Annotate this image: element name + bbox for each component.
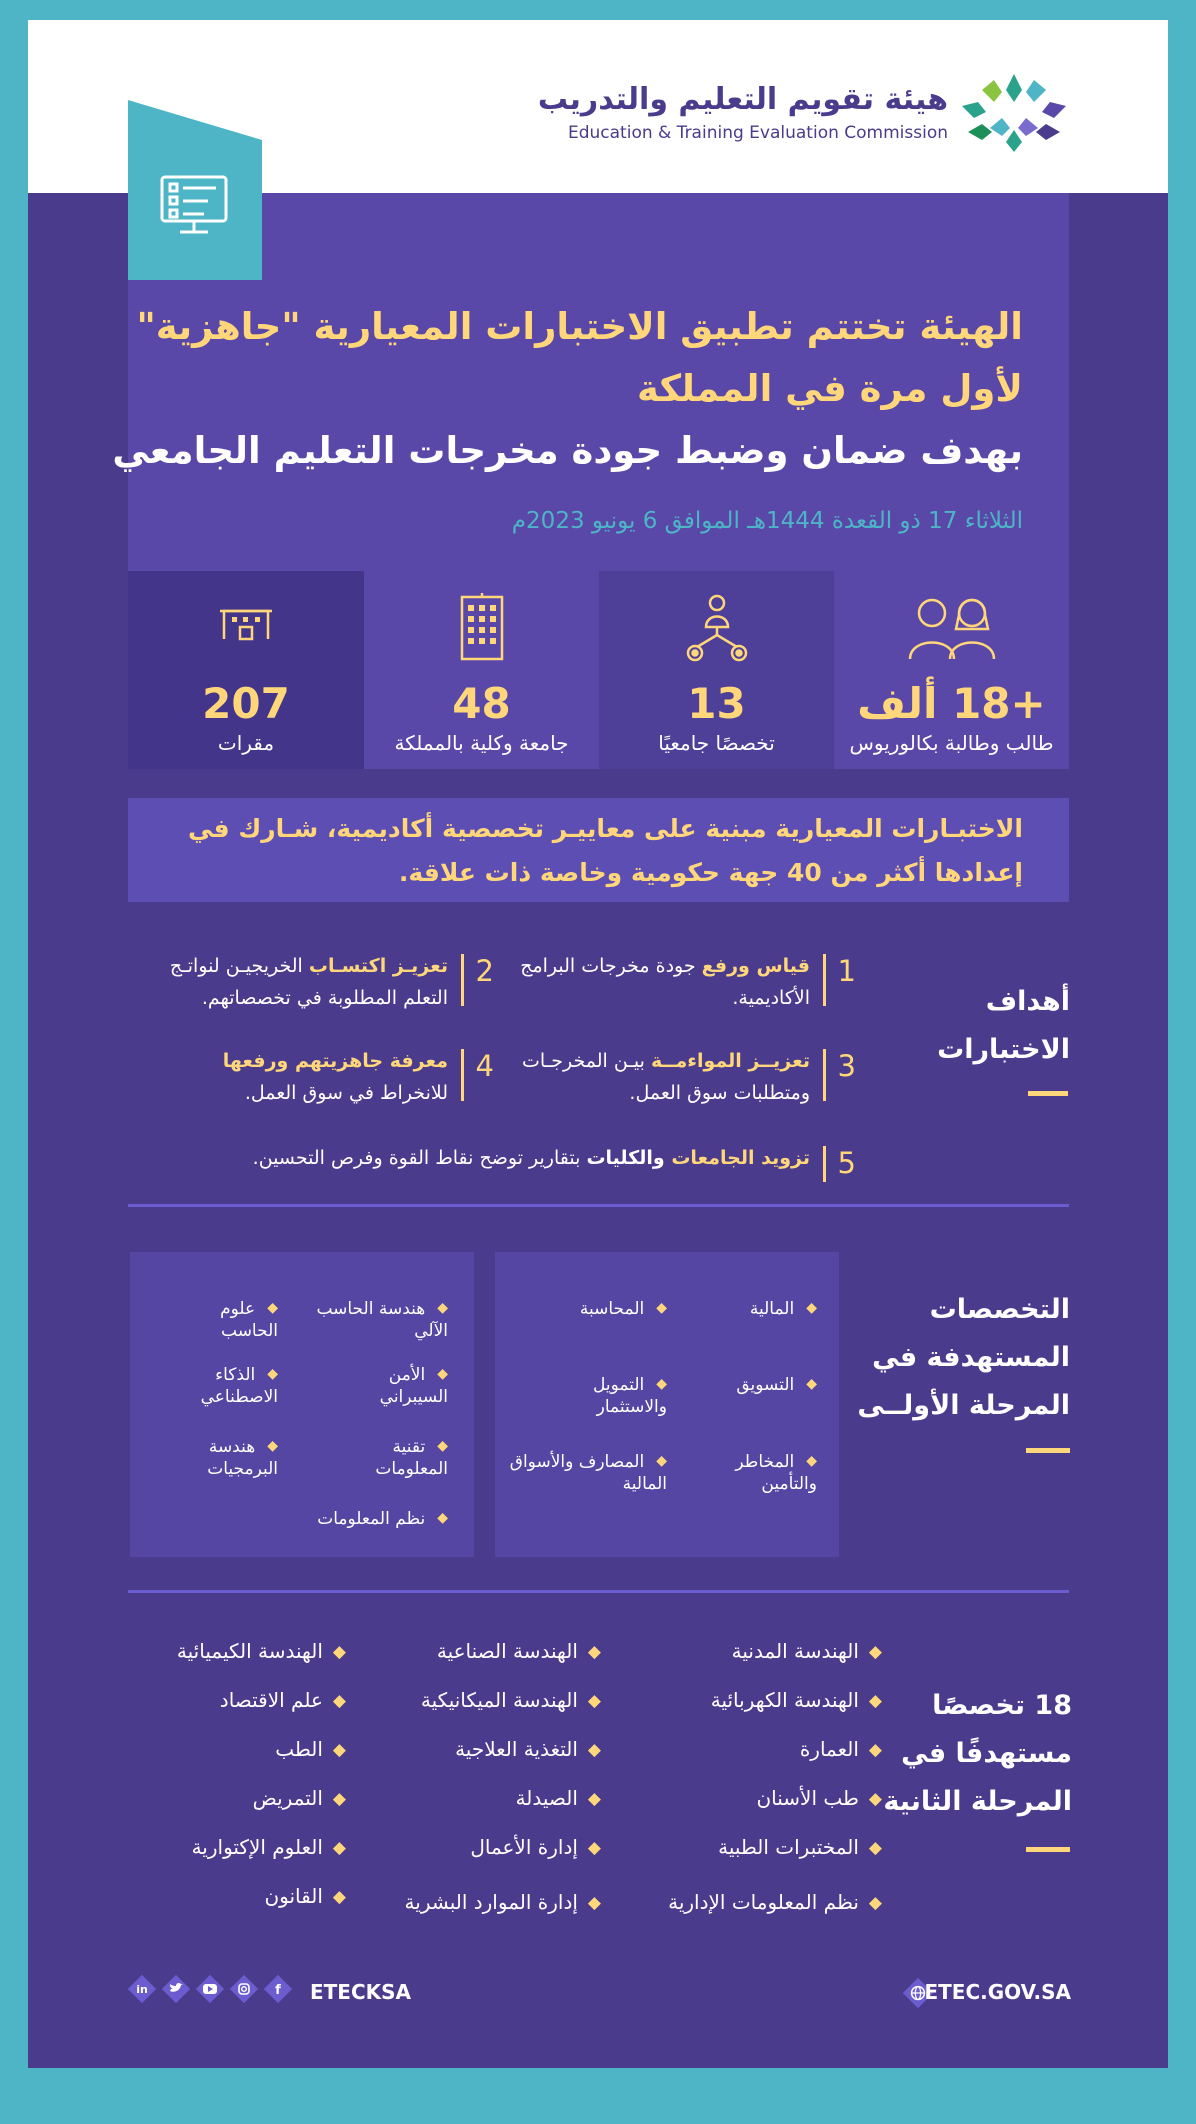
- diamond-bullet-icon: ◆: [587, 1893, 601, 1913]
- goal-text: [170, 950, 448, 1014]
- phase1-title: [857, 1286, 1070, 1430]
- goal-highlight: قياس ورفع: [701, 955, 810, 977]
- goal-highlight: معرفة جاهزيتهم ورفعها: [222, 1050, 448, 1072]
- phase1-computing-box: [130, 1252, 474, 1557]
- goal-text: [223, 1045, 448, 1109]
- diamond-bullet-icon: ◆: [437, 1300, 448, 1316]
- stat-value: 13: [687, 679, 746, 728]
- stat-venues: [128, 571, 364, 769]
- diamond-bullet-icon: ◆: [656, 1376, 667, 1392]
- goals-underline: [1028, 1091, 1068, 1096]
- diamond-bullet-icon: ◆: [587, 1691, 601, 1711]
- diamond-bullet-icon: ◆: [437, 1438, 448, 1454]
- list-item: ◆الذكاء الاصطناعي: [200, 1365, 278, 1407]
- stat-label: مقرات: [217, 731, 275, 755]
- list-item: ◆الهندسة المدنية: [731, 1639, 882, 1663]
- diamond-bullet-icon: ◆: [437, 1510, 448, 1526]
- website-url[interactable]: ETEC.GOV.SA: [924, 1980, 1071, 2004]
- diamond-bullet-icon: ◆: [868, 1642, 882, 1662]
- specialization-tree-icon: [682, 593, 752, 663]
- org-name-ar: هيئة تقويم التعليم والتدريب: [537, 82, 948, 117]
- list-item: ◆المالية: [749, 1299, 817, 1319]
- list-item: ◆المحاسبة: [579, 1299, 667, 1319]
- list-item: ◆المختبرات الطبية: [718, 1835, 882, 1859]
- goals-title-line-2: الاختبارات: [937, 1034, 1070, 1065]
- diamond-bullet-icon: ◆: [587, 1642, 601, 1662]
- goal-text-2: الأكاديمية.: [732, 987, 810, 1009]
- title-panel: [112, 193, 1069, 571]
- goal-text-1: الخريجيـن لنواتـج: [169, 955, 309, 977]
- goal-text-1: جودة مخرجات البرامج: [520, 955, 702, 977]
- goal-text-2: التعلم المطلوبة في تخصصاتهم.: [201, 987, 448, 1009]
- stat-students: [834, 571, 1069, 769]
- goal-bar: [461, 954, 464, 1006]
- goal-text: [522, 1045, 810, 1109]
- list-item: ◆الهندسة الكيميائية: [176, 1639, 346, 1663]
- list-item: ◆نظم المعلومات: [317, 1509, 448, 1529]
- list-item: ◆علوم الحاسب: [220, 1299, 278, 1341]
- list-item: ◆الصيدلة: [515, 1786, 601, 1810]
- diamond-bullet-icon: ◆: [267, 1438, 278, 1454]
- social-handle[interactable]: ETECKSA: [310, 1980, 412, 2004]
- list-item: ◆إدارة الأعمال: [470, 1835, 601, 1859]
- stat-universities: [364, 571, 599, 769]
- diamond-bullet-icon: ◆: [868, 1740, 882, 1760]
- students-icon: [902, 593, 1002, 663]
- diamond-bullet-icon: ◆: [868, 1838, 882, 1858]
- goal-number: 1: [837, 954, 856, 988]
- diamond-bullet-icon: ◆: [806, 1453, 817, 1469]
- list-item: ◆نظم المعلومات الإدارية: [668, 1890, 882, 1914]
- banner-line-1: الاختبـارات المعيارية مبنية على معاييـر تخصصية أكاديمية، شـارك في: [188, 814, 1023, 843]
- list-item: ◆الأمن السيبراني: [379, 1365, 448, 1407]
- list-item: ◆الهندسة الميكانيكية: [420, 1688, 601, 1712]
- list-item: ◆التمريض: [252, 1786, 346, 1810]
- list-item: ◆التسويق: [736, 1375, 817, 1395]
- list-item: ◆العمارة: [799, 1737, 882, 1761]
- phase1-title-line-2: المستهدفة في: [872, 1342, 1070, 1373]
- etec-logo-icon: [960, 72, 1068, 162]
- phase2-title-line-2: مستهدفًا في: [901, 1738, 1072, 1769]
- diamond-bullet-icon: ◆: [587, 1740, 601, 1760]
- svg-text:f: f: [275, 1983, 281, 1998]
- twitter-icon[interactable]: [162, 1975, 190, 2003]
- goal-highlight: تعزيــز المواءمــة: [650, 1050, 810, 1072]
- list-item: ◆إدارة الموارد البشرية: [404, 1890, 601, 1914]
- goal-bar: [823, 954, 826, 1006]
- phase2-title-line-1: 18 تخصصًا: [932, 1690, 1072, 1721]
- diamond-bullet-icon: ◆: [868, 1893, 882, 1913]
- stat-specializations: [599, 571, 834, 769]
- list-item: ◆المخاطر والتأمين: [735, 1452, 817, 1494]
- section-divider: [128, 1590, 1069, 1593]
- list-item: ◆المصارف والأسواق المالية: [509, 1452, 667, 1494]
- diamond-bullet-icon: ◆: [332, 1789, 346, 1809]
- stat-value: 48: [452, 679, 511, 728]
- diamond-bullet-icon: ◆: [332, 1740, 346, 1760]
- stat-value: 207: [202, 679, 290, 728]
- goal-highlight: تزويد الجامعات: [671, 1147, 810, 1169]
- venue-building-icon: [216, 593, 276, 663]
- stat-label: جامعة وكلية بالمملكة: [394, 731, 569, 755]
- list-item: ◆هندسة الحاسب الآلي: [316, 1299, 448, 1341]
- diamond-bullet-icon: ◆: [437, 1366, 448, 1382]
- list-item: ◆الهندسة الكهربائية: [710, 1688, 882, 1712]
- headline-line-3: بهدف ضمان وضبط جودة مخرجات التعليم الجامعي: [112, 429, 1023, 472]
- stat-label: طالب وطالبة بكالوريوس: [849, 731, 1054, 755]
- stat-value: +18 ألف: [857, 679, 1046, 728]
- diamond-bullet-icon: ◆: [656, 1453, 667, 1469]
- list-item: ◆التغذية العلاجية: [455, 1737, 601, 1761]
- goal-bar: [823, 1146, 826, 1182]
- diamond-bullet-icon: ◆: [267, 1366, 278, 1382]
- goal-highlight-white: والكليات: [586, 1147, 672, 1169]
- goal-bar: [461, 1049, 464, 1101]
- diamond-bullet-icon: ◆: [806, 1376, 817, 1392]
- svg-text:in: in: [136, 1983, 148, 1996]
- headline-line-2: لأول مرة في المملكة: [637, 367, 1023, 410]
- facebook-icon[interactable]: [264, 1975, 292, 2003]
- list-item: ◆الهندسة الصناعية: [436, 1639, 601, 1663]
- goal-number: 5: [837, 1146, 856, 1180]
- diamond-bullet-icon: ◆: [587, 1838, 601, 1858]
- goal-text-1: بتقارير توضح نقاط القوة وفرص التحسين.: [252, 1147, 587, 1169]
- phase1-business-box: [495, 1252, 839, 1557]
- phase2-title-line-3: المرحلة الثانية: [883, 1786, 1072, 1817]
- goal-text-1: بيـن المخرجـات: [522, 1050, 651, 1072]
- diamond-bullet-icon: ◆: [806, 1300, 817, 1316]
- stats-row: [128, 571, 1069, 769]
- headline-line-1: الهيئة تختتم تطبيق الاختبارات المعيارية "جاهزية": [136, 305, 1023, 348]
- goal-number: 4: [475, 1049, 494, 1083]
- goal-bar: [823, 1049, 826, 1101]
- list-item: ◆العلوم الإكتوارية: [191, 1835, 346, 1859]
- goal-number: 3: [837, 1049, 856, 1083]
- youtube-icon[interactable]: [196, 1975, 224, 2003]
- info-banner: [128, 798, 1069, 902]
- goal-number: 2: [475, 954, 494, 988]
- goals-title-line-1: أهداف: [985, 986, 1070, 1017]
- diamond-bullet-icon: ◆: [332, 1642, 346, 1662]
- university-building-icon: [454, 593, 510, 663]
- instagram-icon[interactable]: [230, 1975, 258, 2003]
- list-item: ◆طب الأسنان: [756, 1786, 882, 1810]
- list-item: ◆الطب: [275, 1737, 346, 1761]
- goal-text: [520, 950, 810, 1014]
- publish-date: الثلاثاء 17 ذو القعدة 1444هـ الموافق 6 يونيو 2023م: [511, 508, 1023, 534]
- goals-title: [937, 978, 1070, 1074]
- infographic-frame: [28, 20, 1168, 2068]
- diamond-bullet-icon: ◆: [332, 1691, 346, 1711]
- section-divider: [128, 1204, 1069, 1207]
- list-item: ◆هندسة البرمجيات: [207, 1437, 278, 1479]
- goal-highlight: تعزيـز اكتسـاب: [308, 955, 448, 977]
- diamond-bullet-icon: ◆: [868, 1691, 882, 1711]
- phase2-underline: [1026, 1847, 1070, 1852]
- list-item: ◆تقنية المعلومات: [375, 1437, 448, 1479]
- banner-line-2: إعدادها أكثر من 40 جهة حكومية وخاصة ذات علاقة.: [398, 858, 1023, 887]
- phase1-title-line-3: المرحلة الأولــى: [857, 1390, 1070, 1421]
- list-item: ◆القانون: [264, 1884, 346, 1908]
- diamond-bullet-icon: ◆: [587, 1789, 601, 1809]
- diamond-bullet-icon: ◆: [267, 1300, 278, 1316]
- goal-text: [253, 1142, 810, 1174]
- stat-label: تخصصًا جامعيًا: [658, 731, 775, 755]
- goal-text-2: ومتطلبات سوق العمل.: [629, 1082, 810, 1104]
- phase1-underline: [1026, 1448, 1070, 1453]
- list-item: ◆علم الاقتصاد: [219, 1688, 346, 1712]
- diamond-bullet-icon: ◆: [332, 1838, 346, 1858]
- org-name-en: Education & Training Evaluation Commission: [567, 123, 948, 143]
- phase1-title-line-1: التخصصات: [929, 1294, 1070, 1325]
- linkedin-icon[interactable]: [128, 1975, 156, 2003]
- diamond-bullet-icon: ◆: [656, 1300, 667, 1316]
- list-item: ◆التمويل والاستثمار: [592, 1375, 667, 1417]
- diamond-bullet-icon: ◆: [868, 1789, 882, 1809]
- phase2-title: [883, 1682, 1072, 1826]
- goal-text-2: للانخراط في سوق العمل.: [244, 1082, 448, 1104]
- exam-checklist-icon: [128, 100, 262, 280]
- diamond-bullet-icon: ◆: [332, 1887, 346, 1907]
